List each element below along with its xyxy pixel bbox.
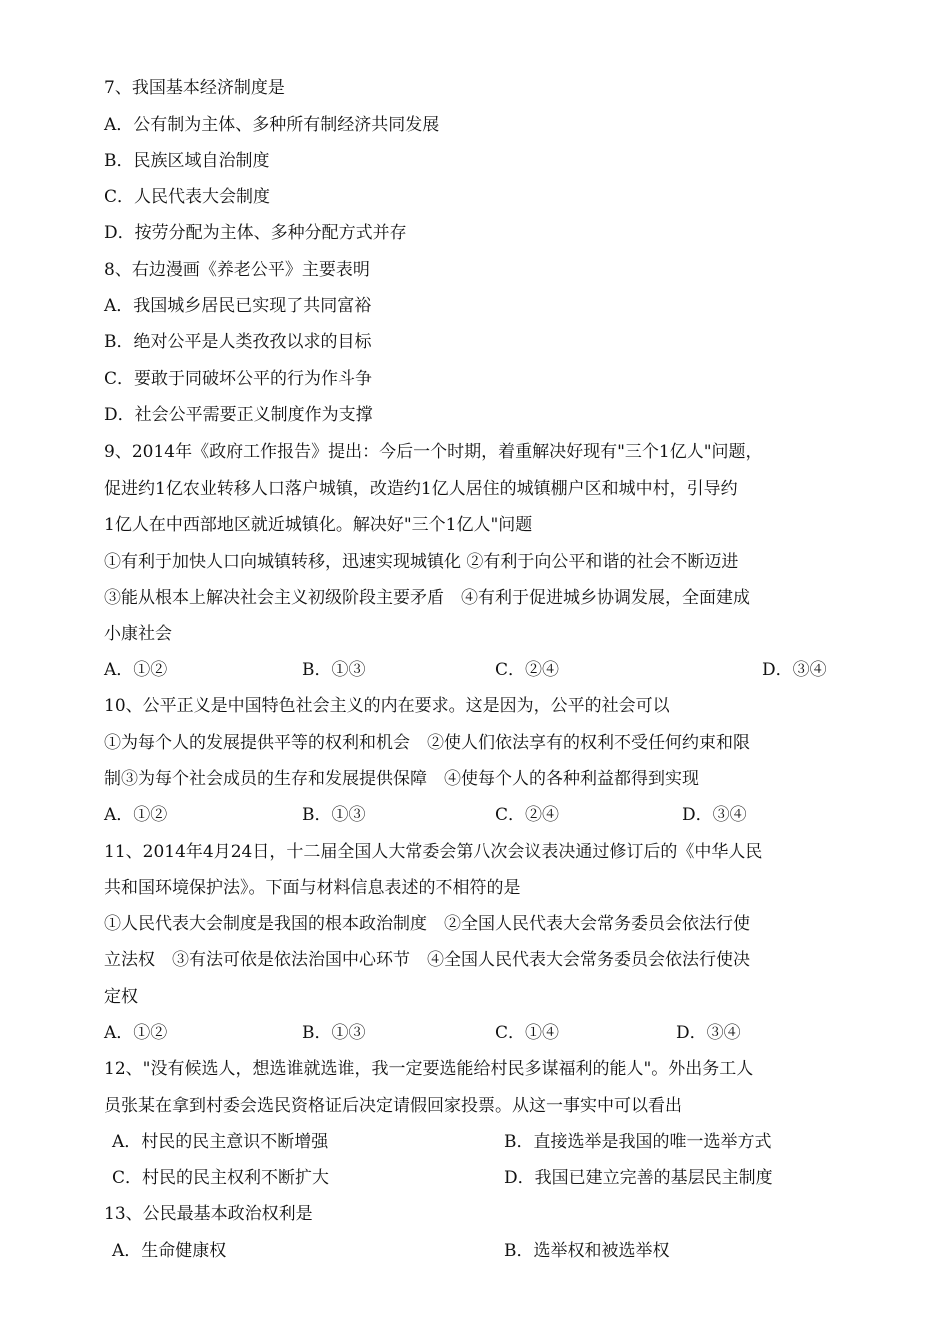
question-11-stem-line-2: 共和国环境保护法》。下面与材料信息表述的不相符的是 — [104, 878, 521, 898]
question-8-option-a: A．我国城乡居民已实现了共同富裕 — [104, 296, 372, 316]
question-7-option-b: B．民族区域自治制度 — [104, 151, 270, 171]
question-11-option-d: D．③④ — [676, 1023, 741, 1043]
question-9-option-c: C．②④ — [495, 660, 560, 680]
question-11-option-c: C．①④ — [495, 1023, 560, 1043]
question-7-option-c: C．人民代表大会制度 — [104, 187, 271, 207]
question-10-option-b: B．①③ — [302, 805, 366, 825]
question-7-stem: 7、我国基本经济制度是 — [104, 78, 285, 98]
question-10-stem-line-2: ①为每个人的发展提供平等的权利和机会 ②使人们依法享有的权利不受任何约束和限 — [104, 733, 750, 753]
question-7-option-a: A．公有制为主体、多种所有制经济共同发展 — [104, 115, 440, 135]
question-12-option-b: B．直接选举是我国的唯一选举方式 — [504, 1132, 772, 1152]
question-13-option-a: A．生命健康权 — [112, 1241, 227, 1261]
question-10-option-d: D．③④ — [682, 805, 747, 825]
question-10-stem-line-3: 制③为每个社会成员的生存和发展提供保障 ④使每个人的各种利益都得到实现 — [104, 769, 699, 789]
question-9-option-d: D．③④ — [762, 660, 827, 680]
question-7-option-d: D．按劳分配为主体、多种分配方式并存 — [104, 223, 407, 243]
question-11-option-b: B．①③ — [302, 1023, 366, 1043]
question-13-stem: 13、公民最基本政治权利是 — [104, 1204, 313, 1224]
question-9-stem-line-5: ③能从根本上解决社会主义初级阶段主要矛盾 ④有利于促进城乡协调发展，全面建成 — [104, 588, 750, 608]
question-11-stem-line-1: 11、2014年4月24日，十二届全国人大常委会第八次会议表决通过修订后的《中华人民 — [104, 842, 763, 862]
question-10-option-a: A．①② — [104, 805, 168, 825]
question-9-option-b: B．①③ — [302, 660, 366, 680]
question-9-stem-line-4: ①有利于加快人口向城镇转移，迅速实现城镇化 ②有利于向公平和谐的社会不断迈进 — [104, 552, 739, 572]
question-10-stem-line-1: 10、公平正义是中国特色社会主义的内在要求。这是因为，公平的社会可以 — [104, 696, 670, 716]
question-12-option-a: A．村民的民主意识不断增强 — [112, 1132, 329, 1152]
question-12-option-d: D．我国已建立完善的基层民主制度 — [504, 1168, 773, 1188]
question-8-option-c: C．要敢于同破坏公平的行为作斗争 — [104, 369, 373, 389]
question-8-option-b: B．绝对公平是人类孜孜以求的目标 — [104, 332, 372, 352]
question-11-option-a: A．①② — [104, 1023, 168, 1043]
question-11-stem-line-4: 立法权 ③有法可依是依法治国中心环节 ④全国人民代表大会常务委员会依法行使决 — [104, 950, 750, 970]
question-8-option-d: D．社会公平需要正义制度作为支撑 — [104, 405, 373, 425]
question-10-option-c: C．②④ — [495, 805, 560, 825]
question-12-stem-line-2: 员张某在拿到村委会选民资格证后决定请假回家投票。从这一事实中可以看出 — [104, 1096, 682, 1116]
question-8-stem: 8、右边漫画《养老公平》主要表明 — [104, 260, 370, 280]
question-9-option-a: A．①② — [104, 660, 168, 680]
question-9-stem-line-1: 9、2014年《政府工作报告》提出：今后一个时期，着重解决好现有"三个1亿人"问题， — [104, 442, 763, 462]
question-12-option-c: C．村民的民主权利不断扩大 — [112, 1168, 330, 1188]
question-11-stem-line-3: ①人民代表大会制度是我国的根本政治制度 ②全国人民代表大会常务委员会依法行使 — [104, 914, 750, 934]
question-9-stem-line-3: 1亿人在中西部地区就近城镇化。解决好"三个1亿人"问题 — [104, 515, 533, 535]
question-9-stem-line-2: 促进约1亿农业转移人口落户城镇，改造约1亿人居住的城镇棚户区和城中村，引导约 — [104, 479, 738, 499]
question-11-stem-line-5: 定权 — [104, 987, 138, 1007]
question-9-stem-line-6: 小康社会 — [104, 624, 172, 644]
question-12-stem-line-1: 12、"没有候选人，想选谁就选谁，我一定要选能给村民多谋福利的能人"。外出务工人 — [104, 1059, 754, 1079]
question-13-option-b: B．选举权和被选举权 — [504, 1241, 670, 1261]
